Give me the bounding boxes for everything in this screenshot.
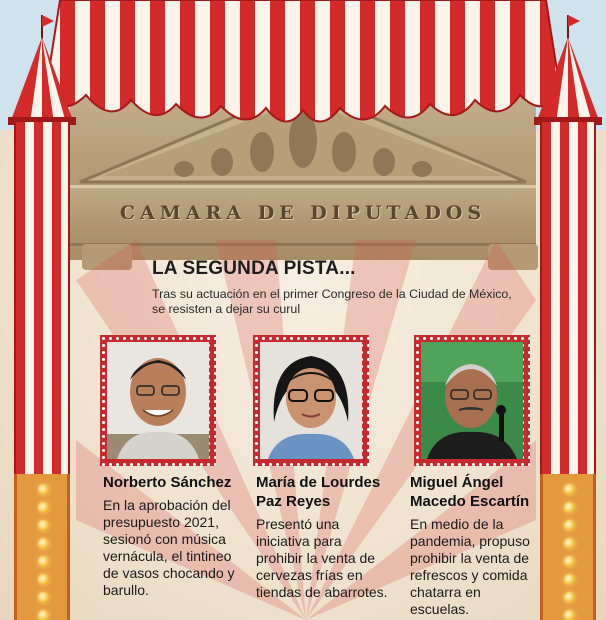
light-bulb-icon xyxy=(564,574,575,585)
light-bulb-icon xyxy=(564,556,575,567)
profile-name: Norberto Sánchez xyxy=(103,474,232,491)
light-bulb-icon xyxy=(564,592,575,603)
profile-description: En medio de la pandemia, propuso prohibir la venta de refrescos y comida chatarra en escuelas. xyxy=(410,516,530,617)
tower-light-panel xyxy=(14,474,70,620)
portrait-maria-de-lourdes-paz-reyes xyxy=(260,342,362,459)
portrait-frame xyxy=(414,335,530,466)
circus-tent-canopy xyxy=(0,0,606,140)
right-circus-tower xyxy=(540,60,596,620)
light-bulb-icon xyxy=(564,538,575,549)
light-bulb-icon xyxy=(38,574,49,585)
portrait-miguel-angel-macedo-escartin xyxy=(421,342,523,459)
headline: LA SEGUNDA PISTA... xyxy=(152,258,356,279)
profile-description: Presentó una iniciativa para prohibir la venta de cervezas frías en tiendas de abarrotes. xyxy=(256,516,388,600)
tower-roof xyxy=(532,15,604,127)
tower-stripes xyxy=(14,122,70,482)
profile-name: Miguel Ángel Macedo Escartín xyxy=(410,474,530,510)
subtitle: Tras su actuación en el primer Congreso de la Ciudad de México, se resisten a dejar su curul xyxy=(152,287,512,316)
portrait-frame xyxy=(100,335,216,466)
light-bulb-icon xyxy=(38,610,49,620)
tower-stripes xyxy=(540,122,596,482)
portrait-frame xyxy=(253,335,369,466)
light-bulb-icon xyxy=(38,520,49,531)
light-bulb-icon xyxy=(38,592,49,603)
tower-roof xyxy=(6,15,78,127)
light-bulb-icon xyxy=(38,484,49,495)
building-engraving: CAMARA DE DIPUTADOS xyxy=(119,202,487,224)
left-circus-tower xyxy=(14,60,70,620)
light-bulb-icon xyxy=(564,520,575,531)
profile-description: En la aprobación del presupuesto 2021, sesionó con música vernácula, el tintineo de vasos chocando y barullo. xyxy=(103,497,235,598)
light-bulb-icon xyxy=(38,556,49,567)
light-bulb-icon xyxy=(38,502,49,513)
profile-name: María de Lourdes Paz Reyes xyxy=(256,474,381,510)
portrait-norberto-sanchez xyxy=(107,342,209,459)
light-bulb-icon xyxy=(564,484,575,495)
light-bulb-icon xyxy=(564,502,575,513)
light-bulb-icon xyxy=(38,538,49,549)
light-bulb-icon xyxy=(564,610,575,620)
tower-light-panel xyxy=(540,474,596,620)
